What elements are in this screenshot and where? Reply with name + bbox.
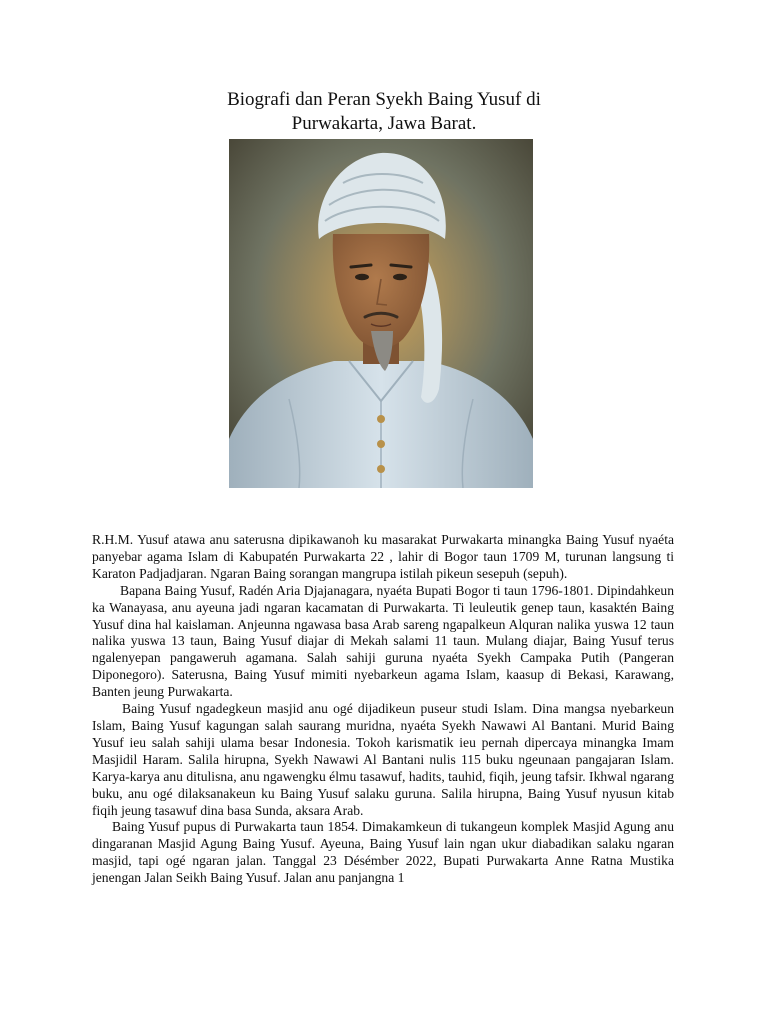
document-title (150, 88, 618, 136)
title-line-1: Biografi dan Peran Syekh Baing Yusuf di (227, 89, 541, 110)
paragraph-2: Bapana Baing Yusuf, Radén Aria Djajanagara, nyaéta Bupati Bogor ti taun 1796-1801. Dipindahkeun ka Wanayasa, anu ayeuna jadi ngaran kacamatan di Purwakarta. Ti leuleutik genep taun, kasaktén Baing Yusuf dina hal kaislaman. Anjeunna ngawasa basa Arab sareng ngapalkeun Alquran nalika yuswa 12 taun nalika yuswa 13 taun, Baing Yusuf diajar di Mekah salami 11 taun. Mulang diajar, Baing Yusuf terus ngalenyepan pangaweruh agamana. Salah sahiji guruna nyaéta Syekh Campaka Putih (Pangeran Diponegoro). Saterusna, Baing Yusuf mimiti nyebarkeun agama Islam, kaasup di Bekasi, Karawang, Banten jeung Purwakarta. (92, 582, 674, 700)
coat-button-2 (377, 440, 385, 448)
right-eye (393, 274, 407, 280)
paragraph-4: Baing Yusuf pupus di Purwakarta taun 1854. Dimakamkeun di tukangeun komplek Masjid Agung anu dingaranan Masjid Agung Baing Yusuf. Ayeuna, Baing Yusuf lain ngan ukur diabadikan salaku ngaran masjid, tapi ogé ngaran jalan. Tanggal 23 Désémber 2022, Bupati Purwakarta Anne Ratna Mustika jenengan Jalan Seikh Baing Yusuf. Jalan anu panjangna 1 (92, 819, 674, 886)
coat-button-3 (377, 465, 385, 473)
left-eye (355, 274, 369, 280)
portrait-svg (229, 139, 533, 488)
paragraph-1: R.H.M. Yusuf atawa anu saterusna dipikawanoh ku masarakat Purwakarta minangka Baing Yusuf nyaéta panyebar agama Islam di Kabupatén Purwakarta 22 , lahir di Bogor taun 1709 M, turunan langsung ti Karaton Padjadjaran. Ngaran Baing sorangan mangrupa istilah pikeun sesepuh (sepuh). (92, 532, 674, 581)
paragraph-3: Baing Yusuf ngadegkeun masjid anu ogé dijadikeun puseur studi Islam. Dina mangsa nyebarkeun Islam, Baing Yusuf kagungan salah saurang muridna, nyaéta Syekh Nawawi Al Bantani. Murid Baing Yusuf ieu salah sahiji ulama besar Indonesia. Tokoh karismatik ieu pernah dipercaya minangka Imam Masjidil Haram. Salila hirupna, Syekh Nawawi Al Bantani nulis 115 buku ngeunaan pangajaran Islam. Karya-karya anu ditulisna, anu ngawengku élmu tasawuf, hadits, tauhid, fiqih, jeung tafsir. Ikhwal ngarang buku, anu ogé dilaksanakeun ku Baing Yusuf salaku guruna. Salila hirupna, Baing Yusuf nyusun kitab fiqih jeung tasawuf dina basa Sunda, aksara Arab. (92, 701, 674, 818)
coat-button-1 (377, 415, 385, 423)
title-line-2: Purwakarta, Jawa Barat. (291, 113, 477, 134)
article-body (92, 532, 674, 887)
portrait-painting (229, 139, 533, 488)
